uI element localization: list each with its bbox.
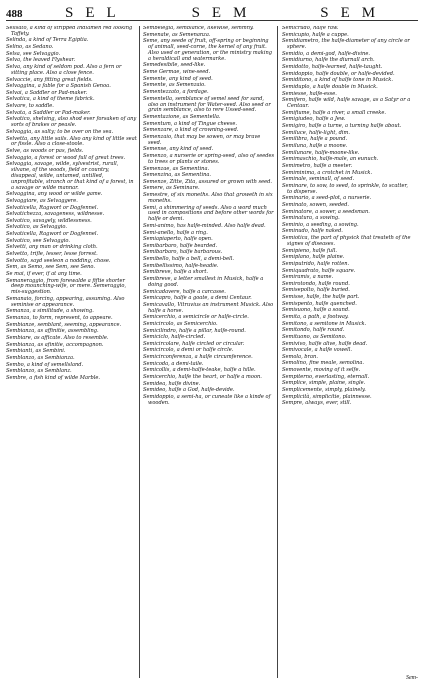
dictionary-entry: Sembelegia, semblance, likewise, semmny. — [143, 26, 254, 31]
dictionary-entry: Semidiametro, the halfe-diameter of any circle or sphere. — [282, 38, 410, 51]
dictionary-entry: Selvetti, any man or drinking cloth. — [6, 244, 98, 251]
entry-columns — [4, 26, 418, 678]
header-word-right: SEM — [320, 5, 388, 21]
dictionary-entry: Semidiurno, halfe the diurnall arch. — [282, 57, 375, 64]
running-header — [6, 4, 418, 21]
dictionary-entry: Semidoppio, halfe double, or halfe-devided. — [282, 70, 395, 77]
dictionary-entry: Selisato, a kind of stripped Indiamen red looking Taffety. — [6, 26, 133, 37]
dictionary-entry: Selvetto, trifle, lesser, lesse forrest. — [6, 251, 98, 258]
dictionary-entry: Semisepolto, halfe buried. — [282, 287, 350, 294]
dictionary-entry: Seme, any seede of fruit, off-spring or beginning of animall, seed-corne, the kernel of any fruit. Also used or generation, or the ministry making a heraldicall and watermarke. — [143, 38, 272, 62]
dictionary-entry: Selvare, to saddle. — [6, 103, 54, 110]
dictionary-entry: Selvaccie, any fitting great fields. — [6, 76, 93, 83]
dictionary-entry: Seminario, a seed-plot, a nurserie. — [282, 195, 372, 202]
dictionary-entry: Semicircolo, a demi or halfe circle. — [143, 347, 234, 354]
dictionary-entry: Semifero, halfe wild, halfe savage, as a Satyr or a Centaur. — [282, 97, 411, 110]
dictionary-entry: Selvaggiare, as Selvaggere. — [6, 197, 78, 204]
dictionary-entry: Selvaggina, a fable for a Spanish Genoa. — [6, 83, 111, 90]
dictionary-entry: Semblanzo, as Semblanz. — [6, 368, 72, 375]
dictionary-entry: Semibarbaro, halfe barbarous. — [143, 249, 223, 256]
dictionary-entry: Sementazione, as Sementella. — [143, 113, 221, 120]
dictionary-entry: Semivivo, halfe alive, halfe dead. — [282, 340, 368, 347]
dictionary-entry: Selvatica, a kind of theme fabrick. — [6, 96, 95, 103]
dictionary-entry: Sembianti, as Sembini. — [6, 348, 66, 355]
dictionary-entry: Semicerchio, halfe the heart, or halfe a moon. — [143, 374, 262, 381]
dictionary-entry: Semiditono, a kind of halfe tone in Musick. — [282, 77, 393, 84]
dictionary-entry: Semituono, as Semitono. — [282, 333, 347, 340]
dictionary-entry: Semigiro, halfe a turne, a turning halfe about. — [282, 123, 402, 130]
dictionary-entry: Semimetro, halfe a meeter. — [282, 162, 353, 169]
dictionary-entry: Semblanzo, as Sembianza. — [6, 354, 75, 361]
dictionary-entry: Selvatico, savagely, wildlessness. — [6, 217, 92, 224]
dictionary-entry: Semicapro, halfe a goate, a demi Centaur. — [143, 295, 252, 302]
dictionary-entry: Semi-animo, has halfe-minded. Also halfe dead. — [143, 222, 266, 229]
dictionary-entry: Semplicemente, simply, plainely. — [282, 387, 366, 394]
dictionary-entry: Seminare, to sow, to seed, to sprinkle, to scatter, to disperse. — [282, 182, 409, 195]
dictionary-entry: Semibello, halfe a bell, a demi-bell. — [143, 256, 234, 263]
dictionary-entry: Selvaticella, Ragwort or Dogfennel. — [6, 231, 99, 238]
dictionary-entry: Semplicità, simplicitie, plainnesse. — [282, 393, 372, 400]
dictionary-entry: Selvaggio, a forest or wood full of great trees. — [6, 154, 126, 161]
dictionary-entry: Semidotto, halfe-learned, halfe-taught. — [282, 64, 383, 71]
dictionary-entry: Semivocale, a halfe vowell. — [282, 347, 352, 354]
dictionary-entry: Semispento, halfe quenched. — [282, 300, 357, 307]
dictionary-entry: Semestre, of six moneths. Also that groweth in six moneths. — [143, 192, 273, 204]
header-word-center: SEM — [191, 5, 259, 21]
dictionary-entry: Sementum, a kind of Tingue cheese. — [143, 120, 238, 127]
catchword: Sem- — [406, 675, 418, 681]
dictionary-entry: Semente, as Semenzaio. — [143, 82, 206, 89]
dictionary-entry: Semipieno, halfe full. — [282, 247, 337, 254]
dictionary-entry: Selvaticella, Ragwort or Dogfennel. — [6, 204, 99, 211]
dictionary-entry: Semitondo, halfe round. — [282, 327, 345, 334]
dictionary-entry: Semiminima, a crotchet in Musick. — [282, 169, 373, 176]
dictionary-entry: Semicilindro, halfe a pillar, halfe-round. — [143, 327, 246, 334]
dictionary-entry: Selinda, a kind of Terra Egiptia. — [6, 37, 89, 44]
dictionary-entry: Semense, any kind of seed. — [143, 146, 214, 153]
dictionary-entry: Semiputrido, halfe rotten. — [282, 260, 350, 267]
dictionary-entry: Semenzaio, that may be sowen, or may brave seed. — [143, 133, 261, 146]
dictionary-entry: Semibreve, a letter smallest in Musick, halfe a doing good. — [143, 276, 264, 288]
page-number: 488 — [6, 8, 23, 20]
dictionary-entry: Selvata, a Saddler or Pad-maker. — [6, 109, 91, 116]
dictionary-entry: Semita, a path, a footway. — [282, 314, 349, 320]
dictionary-entry: Selvatico, see Selvaggio. — [6, 237, 70, 244]
dictionary-entry: Semifiume, halfe a river, a small creeke. — [282, 109, 386, 116]
dictionary-entry: Sembianza, as afinitie, accompagnon. — [6, 341, 104, 348]
dictionary-entry: Selvatichezza, savageness, wildnesse. — [6, 211, 105, 218]
dictionary-entry: Sementezzato, a fordage. — [143, 89, 209, 96]
dictionary-entry: Seminio, a seeding, a sowing. — [282, 221, 359, 228]
dictionary-entry: Semiquadrato, halfe square. — [282, 267, 356, 274]
dictionary-entry: Sembianza, as affinitie, assembling. — [6, 328, 99, 335]
dictionary-entry: Semimaschio, halfe-male, an eunuch. — [282, 156, 379, 163]
dictionary-entry: Semiduplo, a halfe double in Musick. — [282, 83, 378, 90]
dictionary-entry: Sempiterno, everlasting, eternall. — [282, 373, 370, 380]
dictionary-entry: Semidoppio, a semi-ha, or cuneate like a kinde of wooden. — [143, 393, 271, 406]
dictionary-entry: Selino, as Sedano. — [6, 44, 54, 51]
dictionary-entry: Seminudo, halfe naked. — [282, 228, 343, 235]
dictionary-entry: Semenzae, as Sementina. — [143, 165, 210, 172]
dictionary-entry: Semibarbaro, halfe bearded. — [143, 242, 218, 249]
dictionary-entry: Semigiudeo, halfe a Jew. — [282, 116, 346, 123]
dictionary-entry: Semibreve, halfe a short. — [143, 269, 208, 276]
dictionary-entry: Selvatico, shelving, also shod ever forsaken of any sorts of brakes or peasle. — [6, 116, 137, 129]
dictionary-entry: Semere, as Seminare. — [143, 185, 200, 192]
dictionary-entry: Selsa, see Selvaggio. — [6, 50, 61, 57]
dictionary-entry: Selvetta, any little sails. Also any kind of little seat or fissle. Also a close-stoole. — [6, 135, 137, 148]
dictionary-entry: Semiluna, halfe a moone. — [282, 142, 348, 149]
dictionary-entry: Semitono, a semitone in Musick. — [282, 320, 367, 327]
dictionary-entry: Semisse, halfe, the halfe part. — [282, 294, 360, 301]
dictionary-entry: Semidea, halfe divine. — [143, 380, 201, 387]
column-3 — [280, 26, 416, 678]
dictionary-entry: Sembo, a kind of semellsland. — [6, 361, 84, 368]
dictionary-entry: Semi-anello, halfe a ring. — [143, 229, 208, 236]
dictionary-entry: Semicirconferenza, a halfe circumference. — [143, 354, 253, 361]
dictionary-entry: Semovente, moving of it selfe. — [282, 367, 361, 374]
column-2 — [141, 26, 278, 678]
dictionary-entry: Semenze, Zitte, Zita, assured or grown with seed. — [143, 178, 273, 185]
dictionary-entry: Semenate, as Semenanza. — [143, 31, 211, 38]
dictionary-entry: Semolino, fine meale, semolina. — [282, 360, 365, 367]
dictionary-entry: Selva, any kind of seldom pod. Also a fern or sitting place. Also a close fence. — [6, 64, 122, 76]
dictionary-entry: Semanaio, forcing, appearing, assuming. Also seminise or appearance. — [6, 295, 125, 308]
dictionary-entry: Selvaggia, as salty; to be over on the sea. — [6, 128, 114, 135]
dictionary-entry: Semiciclo, halfe-circled. — [143, 334, 206, 341]
dictionary-entry: Seminatura, a sowing. — [282, 215, 340, 222]
dictionary-entry: Sembre, a fish kind of wilde Marble. — [6, 374, 101, 381]
dictionary-entry: Semilibra, halfe a pound. — [282, 136, 348, 143]
dictionary-entry: Selvaggina, any wood or wilde game. — [6, 191, 103, 198]
dictionary-entry: Se mai, if ever, if at any time. — [6, 270, 82, 277]
dictionary-entry: Semicoda, a demi-taile. — [143, 360, 204, 367]
dictionary-entry: Semiplano, halfe plaine. — [282, 254, 345, 261]
dictionary-entry: Seme Germae, wine-seed. — [143, 69, 211, 76]
dictionary-entry: Semicircolo, as Semicerchio. — [143, 320, 218, 327]
dictionary-entry: Seminale, seminall, of seed. — [282, 176, 355, 183]
dictionary-entry: Semaneraggio, from forewalde a fiftie shorter deep mounching-wife, or mere. Semeraggio, mis-suggestion. — [6, 277, 127, 296]
dictionary-entry: Semola, bran. — [282, 353, 318, 360]
dictionary-entry: Semicavallo, Vitruvius an instrument Musick. Also halfe a horse. — [143, 301, 274, 314]
column-1 — [4, 26, 140, 678]
dictionary-entry: Selve, as woods or pas, fields. — [6, 147, 84, 154]
dictionary-entry: Semidio, a demi-god, halfe-divine. — [282, 50, 370, 57]
dictionary-entry: Seminatore, a sower, a seedsman. — [282, 208, 370, 215]
dictionary-entry: Semiluce, halfe-light, dim. — [282, 129, 350, 136]
dictionary-entry: Sempre, always, ever, still. — [282, 400, 352, 407]
dictionary-entry: Semanza, a similitude, a showing. — [6, 308, 94, 315]
dictionary-entry: Semicollis, a demi-halfe-teake, halfe a hille. — [143, 367, 256, 374]
dictionary-entry: Semedesibile, seed-like. — [143, 62, 206, 69]
dictionary-entry: Semisuono, halfe a sound. — [282, 307, 350, 314]
dictionary-entry: Semiotica, the part of physick that treateth of the signes of diseases. — [282, 235, 411, 247]
dictionary-entry: Semanza, to form, represent, to appeare. — [6, 315, 113, 322]
dictionary-entry: Sem, as Semo, see Sem, see Seno. — [6, 264, 95, 271]
dictionary-entry: Semplice, simple, plaine, single. — [282, 380, 366, 387]
dictionary-entry: Semicupio, halfe a cuppe. — [282, 31, 349, 38]
dictionary-entry: Selvatico, as Selvaggio. — [6, 224, 67, 231]
dictionary-entry: Selva, the leaved Flyshear. — [6, 57, 76, 64]
dictionary-entry: Semi, a shimmering of seeds. Also a word much used in compositions and before other words for halfe or demi. — [143, 204, 274, 223]
header-word-left: SEL — [65, 5, 128, 21]
dictionary-entry: Semicircolare, halfe circled or circular. — [143, 340, 245, 347]
dictionary-entry: Sementella, semblance of semel seed for sand, also an instrument for Water-seed. Also seed or grain semblance, also to rere Ussed-seed. — [143, 95, 271, 114]
dictionary-entry: Sembianze, semblant, seeming, appearance. — [6, 321, 122, 328]
dictionary-entry: Semirotondo, halfe round. — [282, 280, 350, 287]
dictionary-entry: Semenzo, a nurserie or spring-seed, also of seedes to trees or plants or stones. — [143, 153, 275, 165]
dictionary-entry: Semideo, halfe a God, halfe-devide. — [143, 387, 235, 394]
dictionary-entry: Semiapiaperto, halfe open. — [143, 236, 213, 243]
dictionary-entry: Seminato, sowen, seeded. — [282, 201, 350, 208]
dictionary-entry: Semicrudo, halfe raw. — [282, 26, 339, 31]
dictionary-entry: Semicadavere, halfe a carcasse. — [143, 288, 226, 295]
dictionary-entry: Semente, any kind of seed. — [143, 75, 213, 82]
dictionary-entry: Selvotto, sayd seeleon a nodding, chose. — [6, 257, 111, 264]
dictionary-entry: Semenzina, as Sementina. — [143, 172, 212, 179]
dictionary-entry: Selvai, a Saddler or Pad-maker. — [6, 89, 88, 96]
dictionary-entry: Semiesse, halfe-esse. — [282, 90, 337, 97]
dictionary-entry: Sembiare, as afficate. Also to resemble. — [6, 334, 109, 341]
dictionary-entry: Semenzare, a kind of crowning-seed. — [143, 127, 239, 134]
dictionary-entry: Semicerchio, a semicircle or halfe-circle. — [143, 314, 249, 321]
dictionary-entry: Selvaggia, savage, wilde, sylvestrist, rurall, silvane, of the woods, field or country, disappeal, wilde, untamed, untilled, unprofitable, stranch or that kind of a forest, in a savage or wilde mannar. — [6, 161, 134, 191]
dictionary-entry: Semibellissimo, halfe-headie. — [143, 262, 219, 269]
dictionary-entry: Semilunare, halfe-moone-like. — [282, 149, 360, 156]
dictionary-entry: Semiramis, a name. — [282, 274, 334, 281]
